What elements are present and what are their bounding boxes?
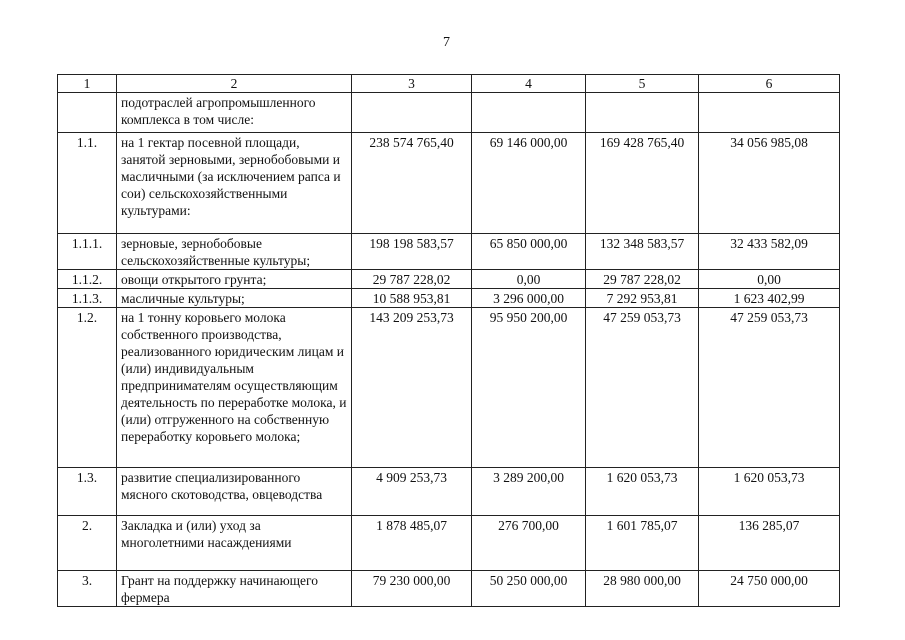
row-name: зерновые, зернобобовые сельскохозяйственные культуры; (117, 234, 352, 270)
row-code (58, 93, 117, 133)
row-value-col6: 1 620 053,73 (699, 468, 840, 516)
row-value-col5: 28 980 000,00 (586, 571, 699, 607)
row-value-col5: 47 259 053,73 (586, 308, 699, 468)
table-row (58, 571, 840, 607)
row-name: Грант на поддержку начинающего фермера (117, 571, 352, 607)
row-value-col5: 29 787 228,02 (586, 270, 699, 289)
row-code: 1.2. (58, 308, 117, 468)
row-code: 1.1.1. (58, 234, 117, 270)
table-row (58, 270, 840, 289)
row-value-col4: 276 700,00 (472, 516, 586, 571)
row-code: 1.1.3. (58, 289, 117, 308)
row-code: 2. (58, 516, 117, 571)
row-value-col4: 95 950 200,00 (472, 308, 586, 468)
row-value-col4: 3 289 200,00 (472, 468, 586, 516)
row-name: развитие специализированного мясного скотоводства, овцеводства (117, 468, 352, 516)
table-row (58, 133, 840, 234)
row-value-col3 (352, 93, 472, 133)
row-value-col3: 10 588 953,81 (352, 289, 472, 308)
table-row (58, 468, 840, 516)
row-value-col5: 1 601 785,07 (586, 516, 699, 571)
row-value-col6: 0,00 (699, 270, 840, 289)
row-value-col4 (472, 93, 586, 133)
row-value-col3: 198 198 583,57 (352, 234, 472, 270)
header-cell: 4 (472, 75, 586, 93)
row-value-col3: 143 209 253,73 (352, 308, 472, 468)
row-value-col6: 136 285,07 (699, 516, 840, 571)
header-cell: 6 (699, 75, 840, 93)
table-row (58, 289, 840, 308)
row-value-col4: 50 250 000,00 (472, 571, 586, 607)
row-value-col5: 1 620 053,73 (586, 468, 699, 516)
row-code: 1.1.2. (58, 270, 117, 289)
row-value-col3: 29 787 228,02 (352, 270, 472, 289)
row-value-col6: 32 433 582,09 (699, 234, 840, 270)
table-row (58, 308, 840, 468)
row-value-col3: 4 909 253,73 (352, 468, 472, 516)
table-header-row (58, 75, 840, 93)
row-value-col6: 1 623 402,99 (699, 289, 840, 308)
page-number: 7 (443, 35, 450, 50)
row-name: овощи открытого грунта; (117, 270, 352, 289)
row-code: 1.3. (58, 468, 117, 516)
table-row (58, 234, 840, 270)
row-name: на 1 тонну коровьего молока собственного производства, реализованного юридическим лицам и (или) индивидуальным предпринимателям осуществляющим деятельность по переработке молока, и (или) отгруженного на собственную переработку коровьего молока; (117, 308, 352, 468)
row-value-col5: 169 428 765,40 (586, 133, 699, 234)
row-value-col4: 0,00 (472, 270, 586, 289)
row-name: на 1 гектар посевной площади, занятой зерновыми, зернобобовыми и масличными (за исключением рапса и сои) сельскохозяйственными культурами: (117, 133, 352, 234)
row-value-col3: 1 878 485,07 (352, 516, 472, 571)
budget-table (57, 74, 840, 607)
row-value-col5 (586, 93, 699, 133)
row-value-col4: 3 296 000,00 (472, 289, 586, 308)
row-name: масличные культуры; (117, 289, 352, 308)
table-row (58, 516, 840, 571)
header-cell: 1 (58, 75, 117, 93)
row-value-col4: 69 146 000,00 (472, 133, 586, 234)
row-value-col3: 238 574 765,40 (352, 133, 472, 234)
header-cell: 3 (352, 75, 472, 93)
row-value-col6: 34 056 985,08 (699, 133, 840, 234)
row-name: подотраслей агропромышленного комплекса в том числе: (117, 93, 352, 133)
header-cell: 5 (586, 75, 699, 93)
row-code: 3. (58, 571, 117, 607)
row-value-col6: 24 750 000,00 (699, 571, 840, 607)
row-value-col5: 7 292 953,81 (586, 289, 699, 308)
row-value-col3: 79 230 000,00 (352, 571, 472, 607)
header-cell: 2 (117, 75, 352, 93)
row-value-col5: 132 348 583,57 (586, 234, 699, 270)
table-row (58, 93, 840, 133)
row-code: 1.1. (58, 133, 117, 234)
row-value-col6: 47 259 053,73 (699, 308, 840, 468)
row-value-col4: 65 850 000,00 (472, 234, 586, 270)
row-value-col6 (699, 93, 840, 133)
row-name: Закладка и (или) уход за многолетними насаждениями (117, 516, 352, 571)
